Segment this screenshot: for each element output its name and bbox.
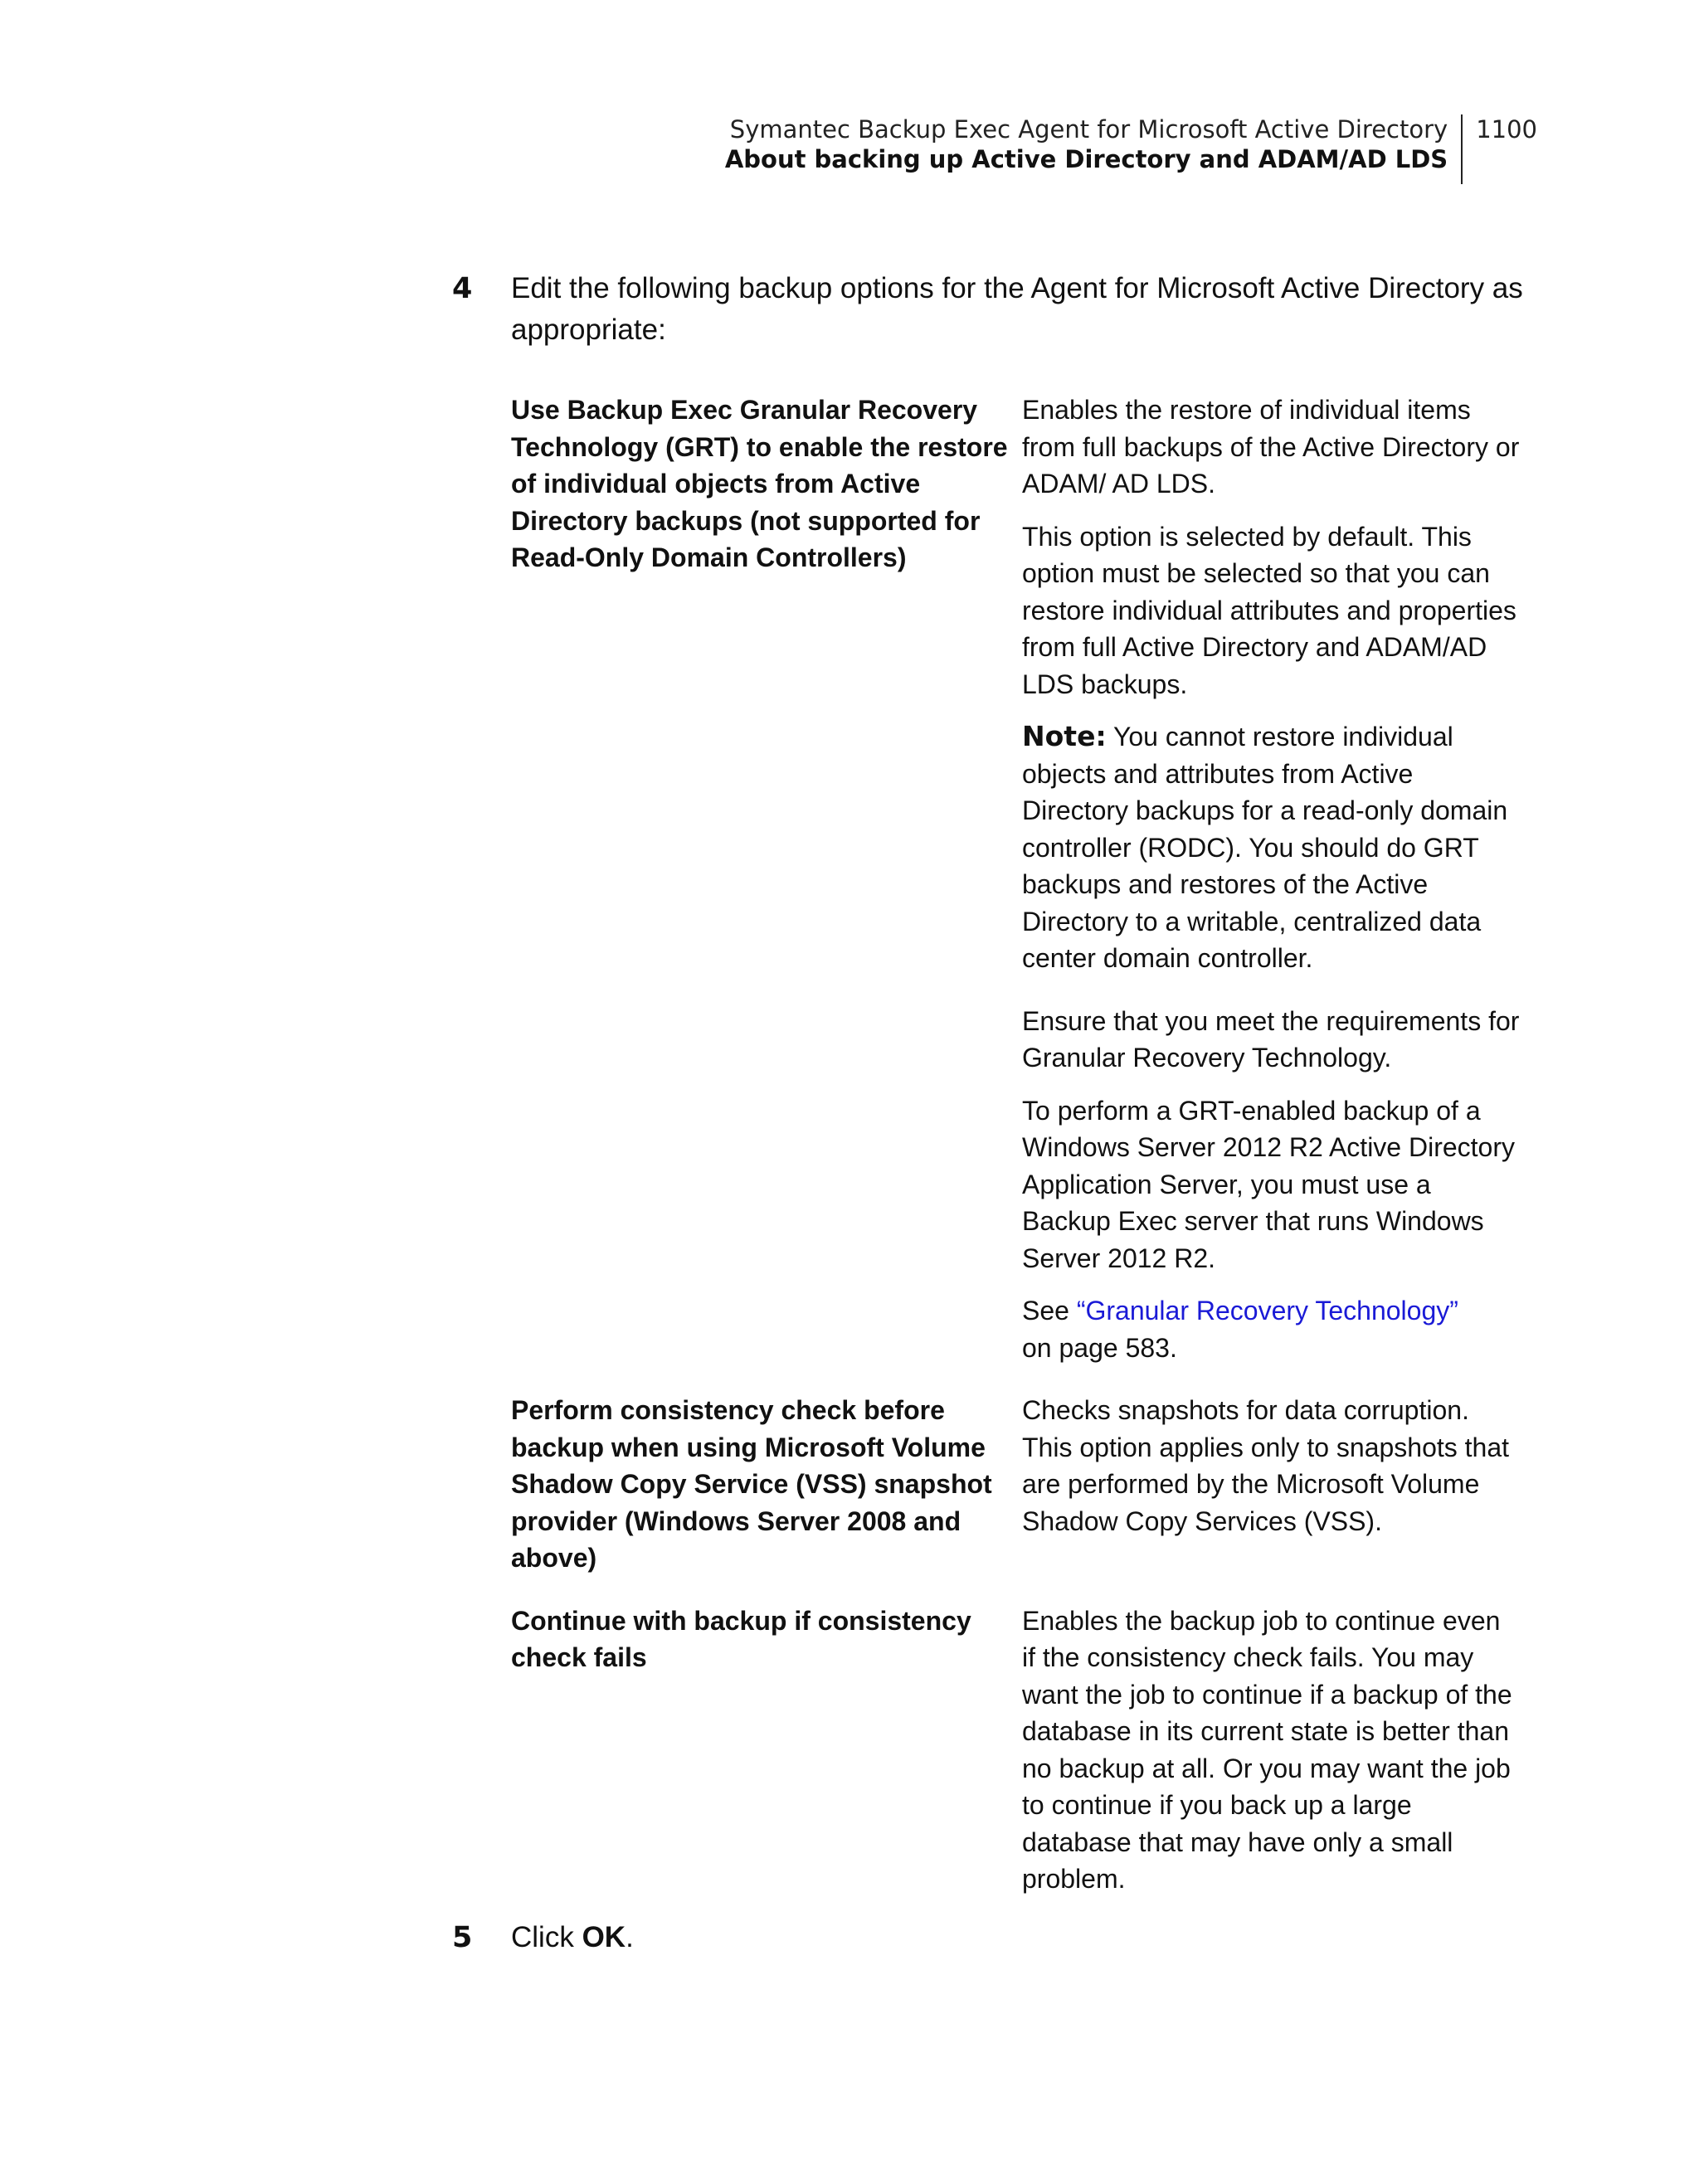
- option-name: Continue with backup if consistency check fails: [511, 1605, 971, 1672]
- chapter-title: Symantec Backup Exec Agent for Microsoft Active Directory: [729, 115, 1448, 143]
- step-number: 5: [452, 1921, 473, 1954]
- option-row-grt: [511, 392, 1523, 1366]
- ok-label: OK: [582, 1921, 626, 1953]
- note-paragraph: [1022, 718, 1520, 977]
- option-description: [1022, 1392, 1520, 1540]
- see-prefix: See: [1022, 1296, 1077, 1325]
- description-paragraph: To perform a GRT-enabled backup of a Windows Server 2012 R2 Active Directory Application Server, you must use a Backup Exec server that runs Windows Server 2012 R2.: [1022, 1095, 1515, 1273]
- section-title: About backing up Active Directory and ADAM/AD LDS: [724, 145, 1448, 173]
- see-suffix: on page 583.: [1022, 1332, 1177, 1363]
- step-text: Edit the following backup options for the Agent for Microsoft Active Directory as appropriate:: [511, 272, 1523, 346]
- granular-recovery-link[interactable]: “Granular Recovery Technology”: [1076, 1296, 1458, 1325]
- description-paragraph: Enables the backup job to continue even if the consistency check fails. You may want the job to continue if a backup of the database in its current state is better than no backup at all. Or you may want the job to continue if you back up a large database that may have only a small problem.: [1022, 1605, 1512, 1894]
- option-description: [1022, 392, 1520, 1366]
- description-paragraph: Enables the restore of individual items from full backups of the Active Directory or ADAM/ AD LDS.: [1022, 395, 1520, 499]
- header-titles: [725, 114, 1463, 184]
- step-4: [452, 268, 1589, 351]
- option-name: Use Backup Exec Granular Recovery Technology (GRT) to enable the restore of individual objects from Active Directory backups (not supported for Read-Only Domain Controllers): [511, 395, 1008, 572]
- step-suffix: .: [626, 1921, 634, 1953]
- step-5: [452, 1917, 1589, 1958]
- note-text: You cannot restore individual objects and attributes from Active Directory backups for a read-only domain controller (RODC). You should do GRT backups and restores of the Active Directory to a writable, centralized data center domain controller.: [1022, 722, 1508, 973]
- option-name: Perform consistency check before backup when using Microsoft Volume Shadow Copy Service (VSS) snapshot provider (Windows Server 2008 and above): [511, 1395, 992, 1573]
- page-number: 1100: [1476, 115, 1537, 143]
- option-description: [1022, 1603, 1520, 1898]
- options-table: [511, 392, 1523, 1898]
- description-paragraph: Checks snapshots for data corruption. This option applies only to snapshots that are performed by the Microsoft Volume Shadow Copy Services (VSS).: [1022, 1395, 1510, 1536]
- option-row-continue-backup: [511, 1603, 1523, 1898]
- option-row-consistency-check: [511, 1392, 1523, 1577]
- description-paragraph: This option is selected by default. This option must be selected so that you can restore individual attributes and properties from full Active Directory and ADAM/AD LDS backups.: [1022, 521, 1516, 699]
- running-header: [725, 114, 1537, 184]
- cross-reference: [1022, 1292, 1520, 1366]
- description-paragraph: Ensure that you meet the requirements for Granular Recovery Technology.: [1022, 1005, 1520, 1073]
- step-number: 4: [452, 272, 473, 305]
- step-prefix: Click: [511, 1921, 582, 1953]
- step-text: [511, 1917, 1589, 1958]
- note-label: Note:: [1022, 720, 1107, 752]
